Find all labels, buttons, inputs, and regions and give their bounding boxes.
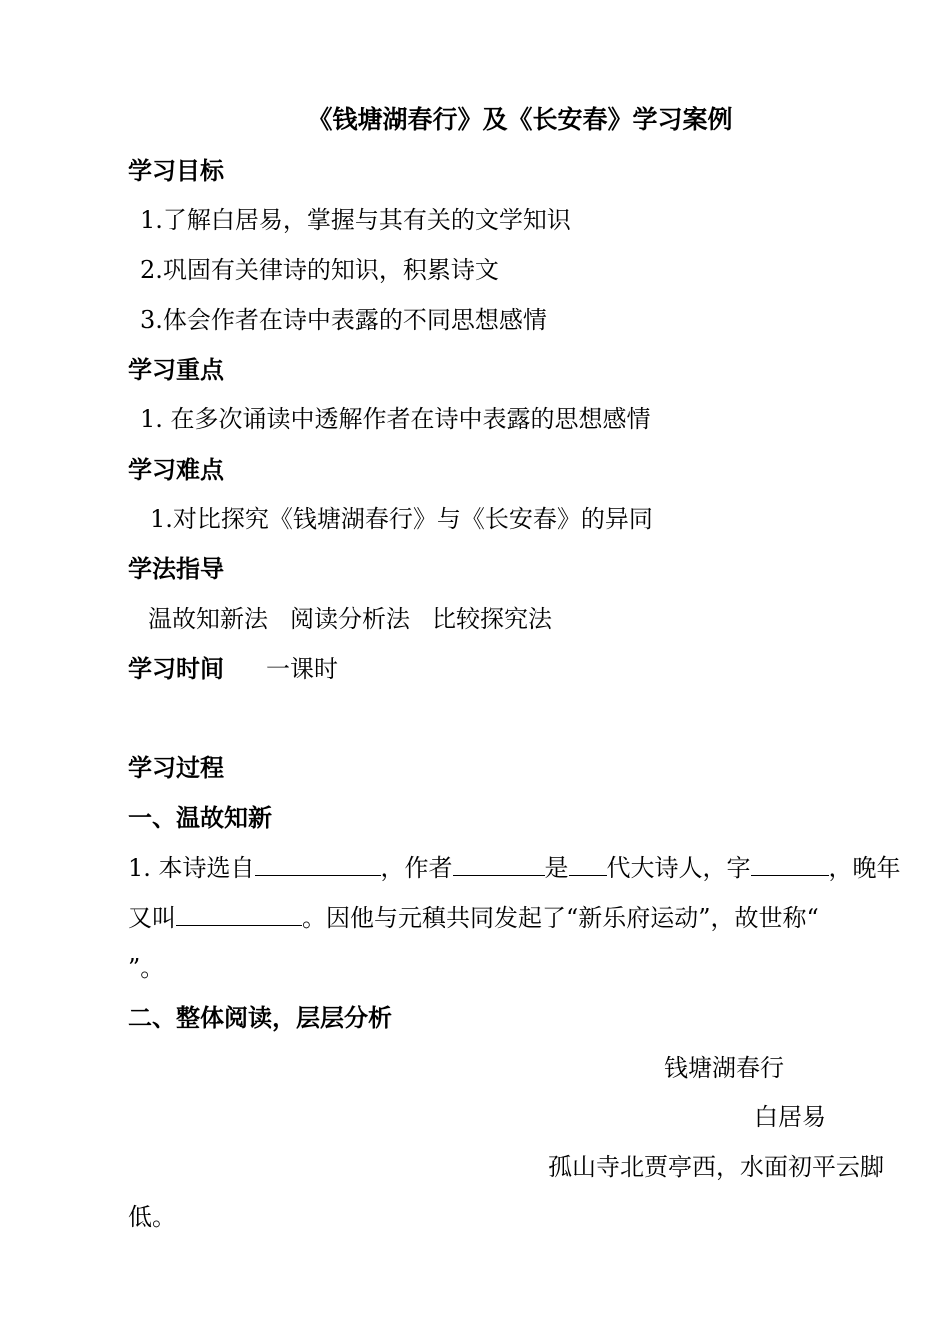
poem-author: 白居易: [754, 1103, 826, 1131]
process-heading: 学习过程: [128, 753, 224, 782]
objectives-heading: 学习目标: [128, 156, 224, 185]
method-item-3: 比较探究法: [432, 605, 552, 633]
difficulties-heading: 学习难点: [128, 455, 224, 484]
blank-courtesy-name[interactable]: [751, 853, 829, 876]
objective-item-1: 1.了解白居易，掌握与其有关的文学知识: [140, 206, 571, 234]
objective-item-3: 3.体会作者在诗中表露的不同思想感情: [140, 306, 547, 334]
question-1-line-2: [128, 903, 819, 933]
q1-text-4: 代大诗人，字: [606, 854, 751, 882]
blank-dynasty[interactable]: [569, 853, 607, 876]
document-title: 《钱塘湖春行》及《长安春》学习案例: [307, 105, 733, 134]
q1-text-7: 。因他与元稹共同发起了“新乐府运动”，故世称“: [302, 904, 819, 932]
difficulty-item-1: 1.对比探究《钱塘湖春行》与《长安春》的异同: [150, 505, 653, 533]
poem-title: 钱塘湖春行: [664, 1054, 784, 1082]
blank-late-name[interactable]: [176, 903, 302, 926]
time-heading: 学习时间: [128, 654, 224, 683]
method-item-2: 阅读分析法: [290, 605, 410, 633]
section2-heading: 二、整体阅读，层层分析: [128, 1003, 392, 1032]
q1-text-1: 1. 本诗选自: [128, 854, 255, 882]
q1-text-3: 是: [544, 854, 569, 882]
time-row: [128, 654, 338, 684]
section1-heading: 一、温故知新: [128, 803, 272, 832]
question-1-line-3: ”。: [128, 954, 165, 982]
key-point-item-1: 1. 在多次诵读中透解作者在诗中表露的思想感情: [140, 405, 651, 433]
poem-line-1b: 低。: [128, 1203, 176, 1231]
time-value: 一课时: [266, 655, 338, 683]
blank-source[interactable]: [255, 853, 381, 876]
blank-author[interactable]: [453, 853, 545, 876]
objective-item-2: 2.巩固有关律诗的知识，积累诗文: [140, 256, 499, 284]
method-item-1: 温故知新法: [148, 605, 268, 633]
poem-line-1a: 孤山寺北贾亭西，水面初平云脚: [548, 1153, 884, 1181]
q1-text-5: ，晚年: [828, 854, 901, 882]
q1-text-6: 又叫: [128, 904, 176, 932]
key-points-heading: 学习重点: [128, 355, 224, 384]
q1-text-2: ，作者: [380, 854, 453, 882]
methods-heading: 学法指导: [128, 554, 224, 583]
question-1-line-1: [128, 853, 901, 883]
methods-list: [148, 604, 552, 634]
